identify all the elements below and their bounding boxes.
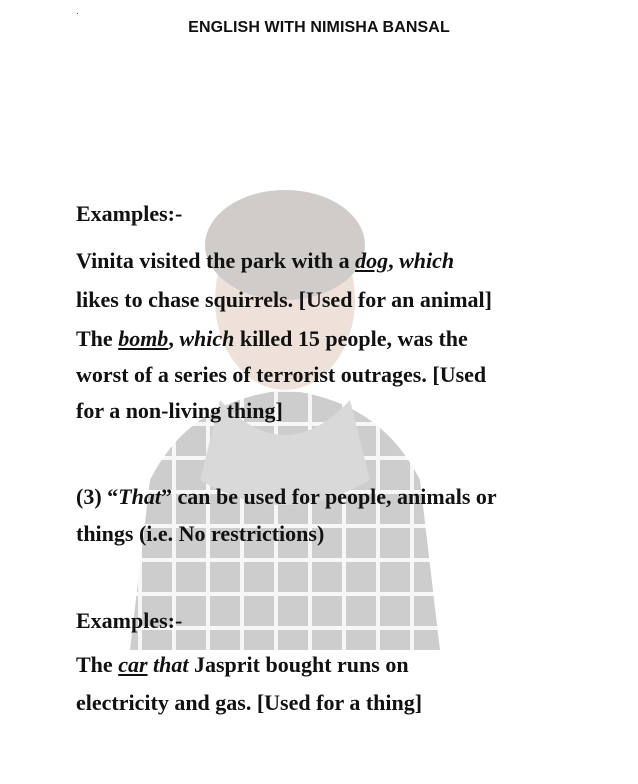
example-line: [76, 400, 283, 422]
example-line: [76, 364, 486, 386]
example-line: [76, 289, 492, 311]
text-segment: (3) “: [76, 484, 119, 509]
text-segment: electricity and gas. [Used for a thing]: [76, 690, 423, 715]
example-line: [76, 654, 409, 676]
text-segment: ,: [388, 248, 400, 273]
example-line: [76, 692, 422, 714]
text-segment: for a non-living thing]: [76, 398, 283, 423]
text-segment: ” can be used for people, animals or: [160, 484, 497, 509]
relative-pronoun: that: [153, 652, 189, 677]
stray-dot: .: [76, 6, 79, 17]
example-line: [76, 250, 454, 272]
keyword: That: [118, 484, 161, 509]
text-segment: things (i.e. No restrictions): [76, 521, 325, 546]
relative-pronoun: which: [179, 326, 235, 351]
text-segment: ,: [168, 326, 180, 351]
text-segment: The: [76, 326, 119, 351]
section-heading: [76, 203, 182, 225]
heading-text: Examples:-: [76, 201, 183, 226]
relative-pronoun: which: [399, 248, 455, 273]
text-segment: killed 15 people, was the: [234, 326, 468, 351]
text-segment: likes to chase squirrels. [Used for an animal]: [76, 287, 492, 312]
rule-line: [76, 486, 497, 508]
rule-line: [76, 523, 324, 545]
noun-highlight: bomb: [118, 326, 169, 351]
example-line: [76, 328, 468, 350]
noun-highlight: car: [118, 652, 148, 677]
text-segment: The: [76, 652, 119, 677]
heading-text: Examples:-: [76, 608, 183, 633]
text-segment: Jasprit bought runs on: [188, 652, 409, 677]
noun-highlight: dog: [355, 248, 389, 273]
section-heading: [76, 610, 182, 632]
page-header-title: ENGLISH WITH NIMISHA BANSAL: [188, 19, 450, 36]
text-segment: worst of a series of terrorist outrages. [Used: [76, 362, 487, 387]
text-segment: Vinita visited the park with a: [76, 248, 356, 273]
